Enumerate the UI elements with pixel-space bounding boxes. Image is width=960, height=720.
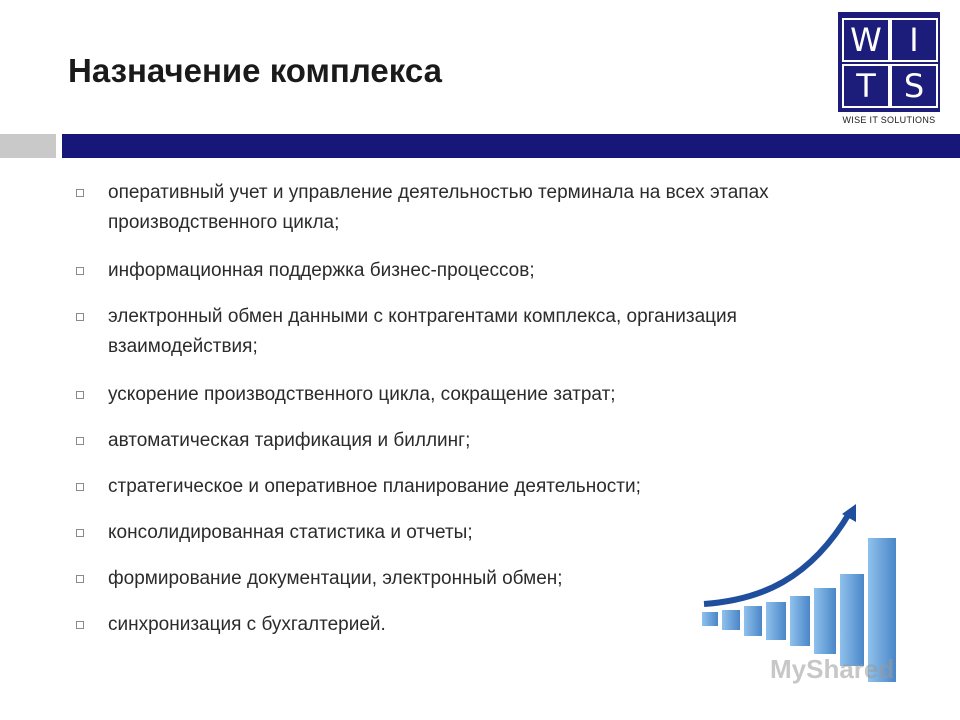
header-gray-bar xyxy=(0,134,56,158)
square-bullet-icon xyxy=(76,313,84,321)
logo-letter-w: W xyxy=(842,18,890,62)
chart-bar xyxy=(722,610,740,630)
list-item xyxy=(76,178,856,238)
logo-box xyxy=(838,12,940,112)
square-bullet-icon xyxy=(76,189,84,197)
list-item-text: автоматическая тарификация и биллинг; xyxy=(108,430,471,451)
chart-bar xyxy=(744,606,762,636)
list-item-text: формирование документации, электронный обмен; xyxy=(108,568,563,589)
watermark: MyShared xyxy=(770,654,895,684)
list-item-text: ускорение производственного цикла, сокращение затрат; xyxy=(108,384,616,405)
chart-bar xyxy=(766,602,786,640)
square-bullet-icon xyxy=(76,621,84,629)
list-item xyxy=(76,380,856,410)
square-bullet-icon xyxy=(76,267,84,275)
list-item xyxy=(76,256,856,286)
square-bullet-icon xyxy=(76,575,84,583)
list-item-text: консолидированная статистика и отчеты; xyxy=(108,522,473,543)
list-item-text: электронный обмен данными с контрагентами комплекса, организация взаимодействия; xyxy=(108,306,737,357)
list-item-text: стратегическое и оперативное планирование деятельности; xyxy=(108,476,641,497)
wits-logo xyxy=(838,12,940,126)
chart-bar xyxy=(840,574,864,666)
chart-bar xyxy=(702,612,718,626)
page-title: Назначение комплекса xyxy=(68,52,442,89)
square-bullet-icon xyxy=(76,437,84,445)
list-item-text: информационная поддержка бизнес-процессов; xyxy=(108,260,535,281)
list-item xyxy=(76,302,856,362)
square-bullet-icon xyxy=(76,391,84,399)
chart-bar xyxy=(814,588,836,654)
logo-letter-i: I xyxy=(890,18,938,62)
square-bullet-icon xyxy=(76,483,84,491)
list-item-text: оперативный учет и управление деятельностью терминала на всех этапах производственного цикла; xyxy=(108,182,769,233)
logo-letter-t: T xyxy=(842,64,890,108)
list-item-text: синхронизация с бухгалтерией. xyxy=(108,614,386,635)
logo-letter-s: S xyxy=(890,64,938,108)
list-item xyxy=(76,472,856,502)
chart-bar xyxy=(790,596,810,646)
list-item xyxy=(76,426,856,456)
header-navy-bar xyxy=(62,134,960,158)
logo-caption: WISE IT SOLUTIONS xyxy=(842,115,936,125)
square-bullet-icon xyxy=(76,529,84,537)
